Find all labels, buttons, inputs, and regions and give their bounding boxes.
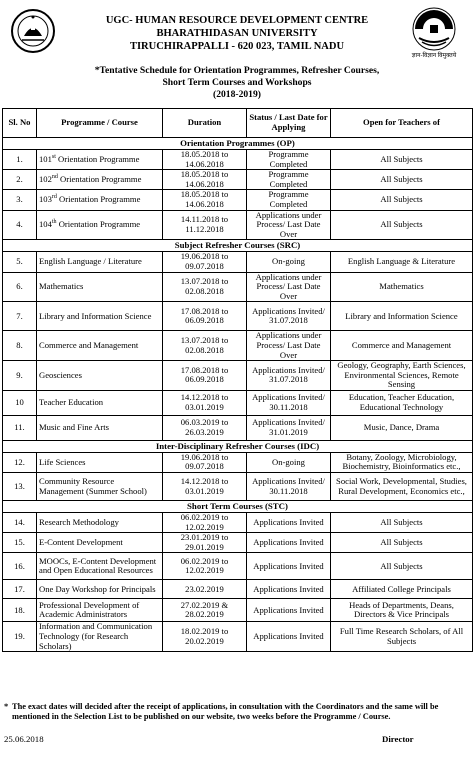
duration-cell: 27.02.2019 & 28.02.2019: [163, 599, 247, 622]
table-row: [3, 170, 473, 190]
footnote-marker: *: [4, 702, 9, 711]
sl-number-cell: 2.: [3, 170, 37, 190]
programme-cell: Library and Information Science: [37, 302, 163, 331]
section-row: [3, 440, 473, 452]
table-row: [3, 415, 473, 440]
sl-number-cell: 5.: [3, 252, 37, 272]
sl-number-cell: 7.: [3, 302, 37, 331]
table-row: [3, 513, 473, 533]
open-for-cell: Heads of Departments, Deans, Directors & Vice Principals: [331, 599, 473, 622]
university-emblem-left: [10, 8, 56, 54]
status-cell: Programme Completed: [247, 190, 331, 210]
programme-cell: Information and Communication Technology (for Research Scholars): [37, 622, 163, 652]
table-header-row: [3, 109, 473, 138]
status-cell: Applications under Process/ Last Date Over: [247, 210, 331, 240]
table-row: [3, 553, 473, 580]
table-row: [3, 361, 473, 391]
sl-number-cell: 1.: [3, 150, 37, 170]
ugc-emblem-icon: [411, 6, 457, 52]
duration-cell: 19.06.2018 to 09.07.2018: [163, 252, 247, 272]
sl-number-cell: 14.: [3, 513, 37, 533]
programme-cell: One Day Workshop for Principals: [37, 580, 163, 599]
table-row: [3, 599, 473, 622]
status-cell: Applications under Process/ Last Date Over: [247, 272, 331, 302]
section-title: Short Term Courses (STC): [3, 501, 473, 513]
duration-cell: 23.01.2019 to 29.01.2019: [163, 533, 247, 553]
centre-name: UGC- HUMAN RESOURCE DEVELOPMENT CENTRE: [105, 15, 369, 26]
programme-cell: Geosciences: [37, 361, 163, 391]
col-header-status: Status / Last Date for Applying: [247, 109, 331, 138]
schedule-table: [2, 108, 473, 652]
status-cell: Applications Invited/ 31.01.2019: [247, 415, 331, 440]
schedule-subtitle: Short Term Courses and Workshops: [162, 77, 312, 88]
schedule-title: *Tentative Schedule for Orientation Programmes, Refresher Courses,: [94, 65, 380, 76]
programme-cell: Commerce and Management: [37, 331, 163, 361]
open-for-cell: Botany, Zoology, Microbiology, Biochemistry, Bioinformatics etc.,: [331, 452, 473, 472]
sl-number-cell: 6.: [3, 272, 37, 302]
status-cell: Applications Invited: [247, 513, 331, 533]
table-row: [3, 473, 473, 501]
sl-number-cell: 10: [3, 390, 37, 415]
programme-cell: E-Content Development: [37, 533, 163, 553]
programme-number: 102: [39, 173, 52, 184]
university-name: BHARATHIDASAN UNIVERSITY: [156, 28, 318, 39]
table-row: [3, 452, 473, 472]
programme-cell: Life Sciences: [37, 452, 163, 472]
ugc-motto: ज्ञान-विज्ञान विमुक्तये: [411, 53, 457, 59]
status-cell: Applications Invited: [247, 553, 331, 580]
programme-cell: Professional Development of Academic Administrators: [37, 599, 163, 622]
sl-number-cell: 13.: [3, 473, 37, 501]
sl-number-cell: 9.: [3, 361, 37, 391]
footnote: [4, 702, 470, 721]
col-header-programme: Programme / Course: [37, 109, 163, 138]
status-cell: Applications Invited: [247, 622, 331, 652]
open-for-cell: Geology, Geography, Earth Sciences, Environmental Sciences, Remote Sensing: [331, 361, 473, 391]
open-for-cell: English Language & Literature: [331, 252, 473, 272]
table-row: [3, 272, 473, 302]
table-row: [3, 533, 473, 553]
status-cell: Applications Invited/ 30.11.2018: [247, 473, 331, 501]
programme-name: Orientation Programme: [55, 153, 140, 164]
programme-number: 104: [39, 219, 52, 230]
open-for-cell: Mathematics: [331, 272, 473, 302]
programme-name: Orientation Programme: [56, 194, 141, 205]
sl-number-cell: 4.: [3, 210, 37, 240]
section-title: Subject Refresher Courses (SRC): [3, 240, 473, 252]
table-row: [3, 252, 473, 272]
table-row: [3, 190, 473, 210]
ordinal-suffix: th: [51, 219, 57, 226]
table-row: [3, 150, 473, 170]
programme-number: 103: [39, 194, 52, 205]
duration-cell: 19.06.2018 to 09.07.2018: [163, 452, 247, 472]
status-cell: Applications Invited: [247, 580, 331, 599]
open-for-cell: All Subjects: [331, 513, 473, 533]
open-for-cell: All Subjects: [331, 210, 473, 240]
issue-date: 25.06.2018: [4, 734, 44, 744]
status-cell: On-going: [247, 252, 331, 272]
table-row: [3, 331, 473, 361]
duration-cell: 18.02.2019 to 20.02.2019: [163, 622, 247, 652]
status-cell: Applications under Process/ Last Date Over: [247, 331, 331, 361]
table-row: [3, 580, 473, 599]
programme-name: Orientation Programme: [57, 173, 142, 184]
ordinal-suffix: rd: [51, 194, 57, 201]
duration-cell: 13.07.2018 to 02.08.2018: [163, 272, 247, 302]
sl-number-cell: 12.: [3, 452, 37, 472]
programme-cell: MOOCs, E-Content Development and Open Educational Resources: [37, 553, 163, 580]
duration-cell: 14.12.2018 to 03.01.2019: [163, 473, 247, 501]
programme-cell: [37, 210, 163, 240]
sl-number-cell: 8.: [3, 331, 37, 361]
section-row: [3, 240, 473, 252]
status-cell: Applications Invited/ 30.11.2018: [247, 390, 331, 415]
ordinal-suffix: nd: [51, 174, 58, 181]
duration-cell: 06.03.2019 to 26.03.2019: [163, 415, 247, 440]
programme-cell: English Language / Literature: [37, 252, 163, 272]
programme-cell: Research Methodology: [37, 513, 163, 533]
table-body: [3, 138, 473, 652]
duration-cell: 18.05.2018 to 14.06.2018: [163, 190, 247, 210]
status-cell: On-going: [247, 452, 331, 472]
duration-cell: 06.02.2019 to 12.02.2019: [163, 553, 247, 580]
col-header-sl: Sl. No: [3, 109, 37, 138]
open-for-cell: All Subjects: [331, 553, 473, 580]
col-header-open-for: Open for Teachers of: [331, 109, 473, 138]
programme-cell: [37, 190, 163, 210]
duration-cell: 23.02.2019: [163, 580, 247, 599]
programme-cell: [37, 150, 163, 170]
open-for-cell: Social Work, Developmental, Studies, Rural Development, Economics etc.,: [331, 473, 473, 501]
sl-number-cell: 19.: [3, 622, 37, 652]
open-for-cell: Music, Dance, Drama: [331, 415, 473, 440]
open-for-cell: Education, Teacher Education, Educational Technology: [331, 390, 473, 415]
duration-cell: 14.11.2018 to 11.12.2018: [163, 210, 247, 240]
schedule-year: (2018-2019): [213, 89, 261, 100]
status-cell: Applications Invited: [247, 599, 331, 622]
programme-number: 101: [39, 153, 52, 164]
sl-number-cell: 3.: [3, 190, 37, 210]
programme-cell: [37, 170, 163, 190]
ugc-logo: [402, 6, 466, 68]
programme-cell: Music and Fine Arts: [37, 415, 163, 440]
section-row: [3, 501, 473, 513]
signatory: Director: [382, 734, 414, 744]
programme-name: Orientation Programme: [56, 219, 141, 230]
open-for-cell: Library and Information Science: [331, 302, 473, 331]
sl-number-cell: 11.: [3, 415, 37, 440]
programme-cell: Community Resource Management (Summer School): [37, 473, 163, 501]
open-for-cell: Commerce and Management: [331, 331, 473, 361]
university-address: TIRUCHIRAPPALLI - 620 023, TAMIL NADU: [129, 41, 345, 52]
sl-number-cell: 16.: [3, 553, 37, 580]
section-row: [3, 138, 473, 150]
open-for-cell: All Subjects: [331, 190, 473, 210]
duration-cell: 17.08.2018 to 06.09.2018: [163, 302, 247, 331]
col-header-duration: Duration: [163, 109, 247, 138]
sl-number-cell: 15.: [3, 533, 37, 553]
open-for-cell: All Subjects: [331, 170, 473, 190]
programme-cell: Mathematics: [37, 272, 163, 302]
table-row: [3, 390, 473, 415]
sl-number-cell: 17.: [3, 580, 37, 599]
footnote-text: The exact dates will decided after the receipt of applications, in consultation with the Coordinators and the same will be mentioned in the Selection List to be published on our website, two weeks before the Programme / Course.: [12, 702, 439, 721]
table-row: [3, 210, 473, 240]
table-row: [3, 302, 473, 331]
status-cell: Applications Invited/ 31.07.2018: [247, 302, 331, 331]
open-for-cell: All Subjects: [331, 150, 473, 170]
programme-cell: Teacher Education: [37, 390, 163, 415]
duration-cell: 13.07.2018 to 02.08.2018: [163, 331, 247, 361]
duration-cell: 18.05.2018 to 14.06.2018: [163, 170, 247, 190]
section-title: Inter-Disciplinary Refresher Courses (IDC): [3, 440, 473, 452]
sl-number-cell: 18.: [3, 599, 37, 622]
status-cell: Programme Completed: [247, 150, 331, 170]
duration-cell: 06.02.2019 to 12.02.2019: [163, 513, 247, 533]
document-header: [0, 0, 474, 115]
open-for-cell: Affiliated College Principals: [331, 580, 473, 599]
status-cell: Applications Invited/ 31.07.2018: [247, 361, 331, 391]
status-cell: Programme Completed: [247, 170, 331, 190]
open-for-cell: Full Time Research Scholars, of All Subjects: [331, 622, 473, 652]
open-for-cell: All Subjects: [331, 533, 473, 553]
duration-cell: 18.05.2018 to 14.06.2018: [163, 150, 247, 170]
status-cell: Applications Invited: [247, 533, 331, 553]
table-row: [3, 622, 473, 652]
duration-cell: 17.08.2018 to 06.09.2018: [163, 361, 247, 391]
duration-cell: 14.12.2018 to 03.01.2019: [163, 390, 247, 415]
emblem-icon: [10, 8, 56, 54]
section-title: Orientation Programmes (OP): [3, 138, 473, 150]
ordinal-suffix: st: [51, 153, 56, 160]
